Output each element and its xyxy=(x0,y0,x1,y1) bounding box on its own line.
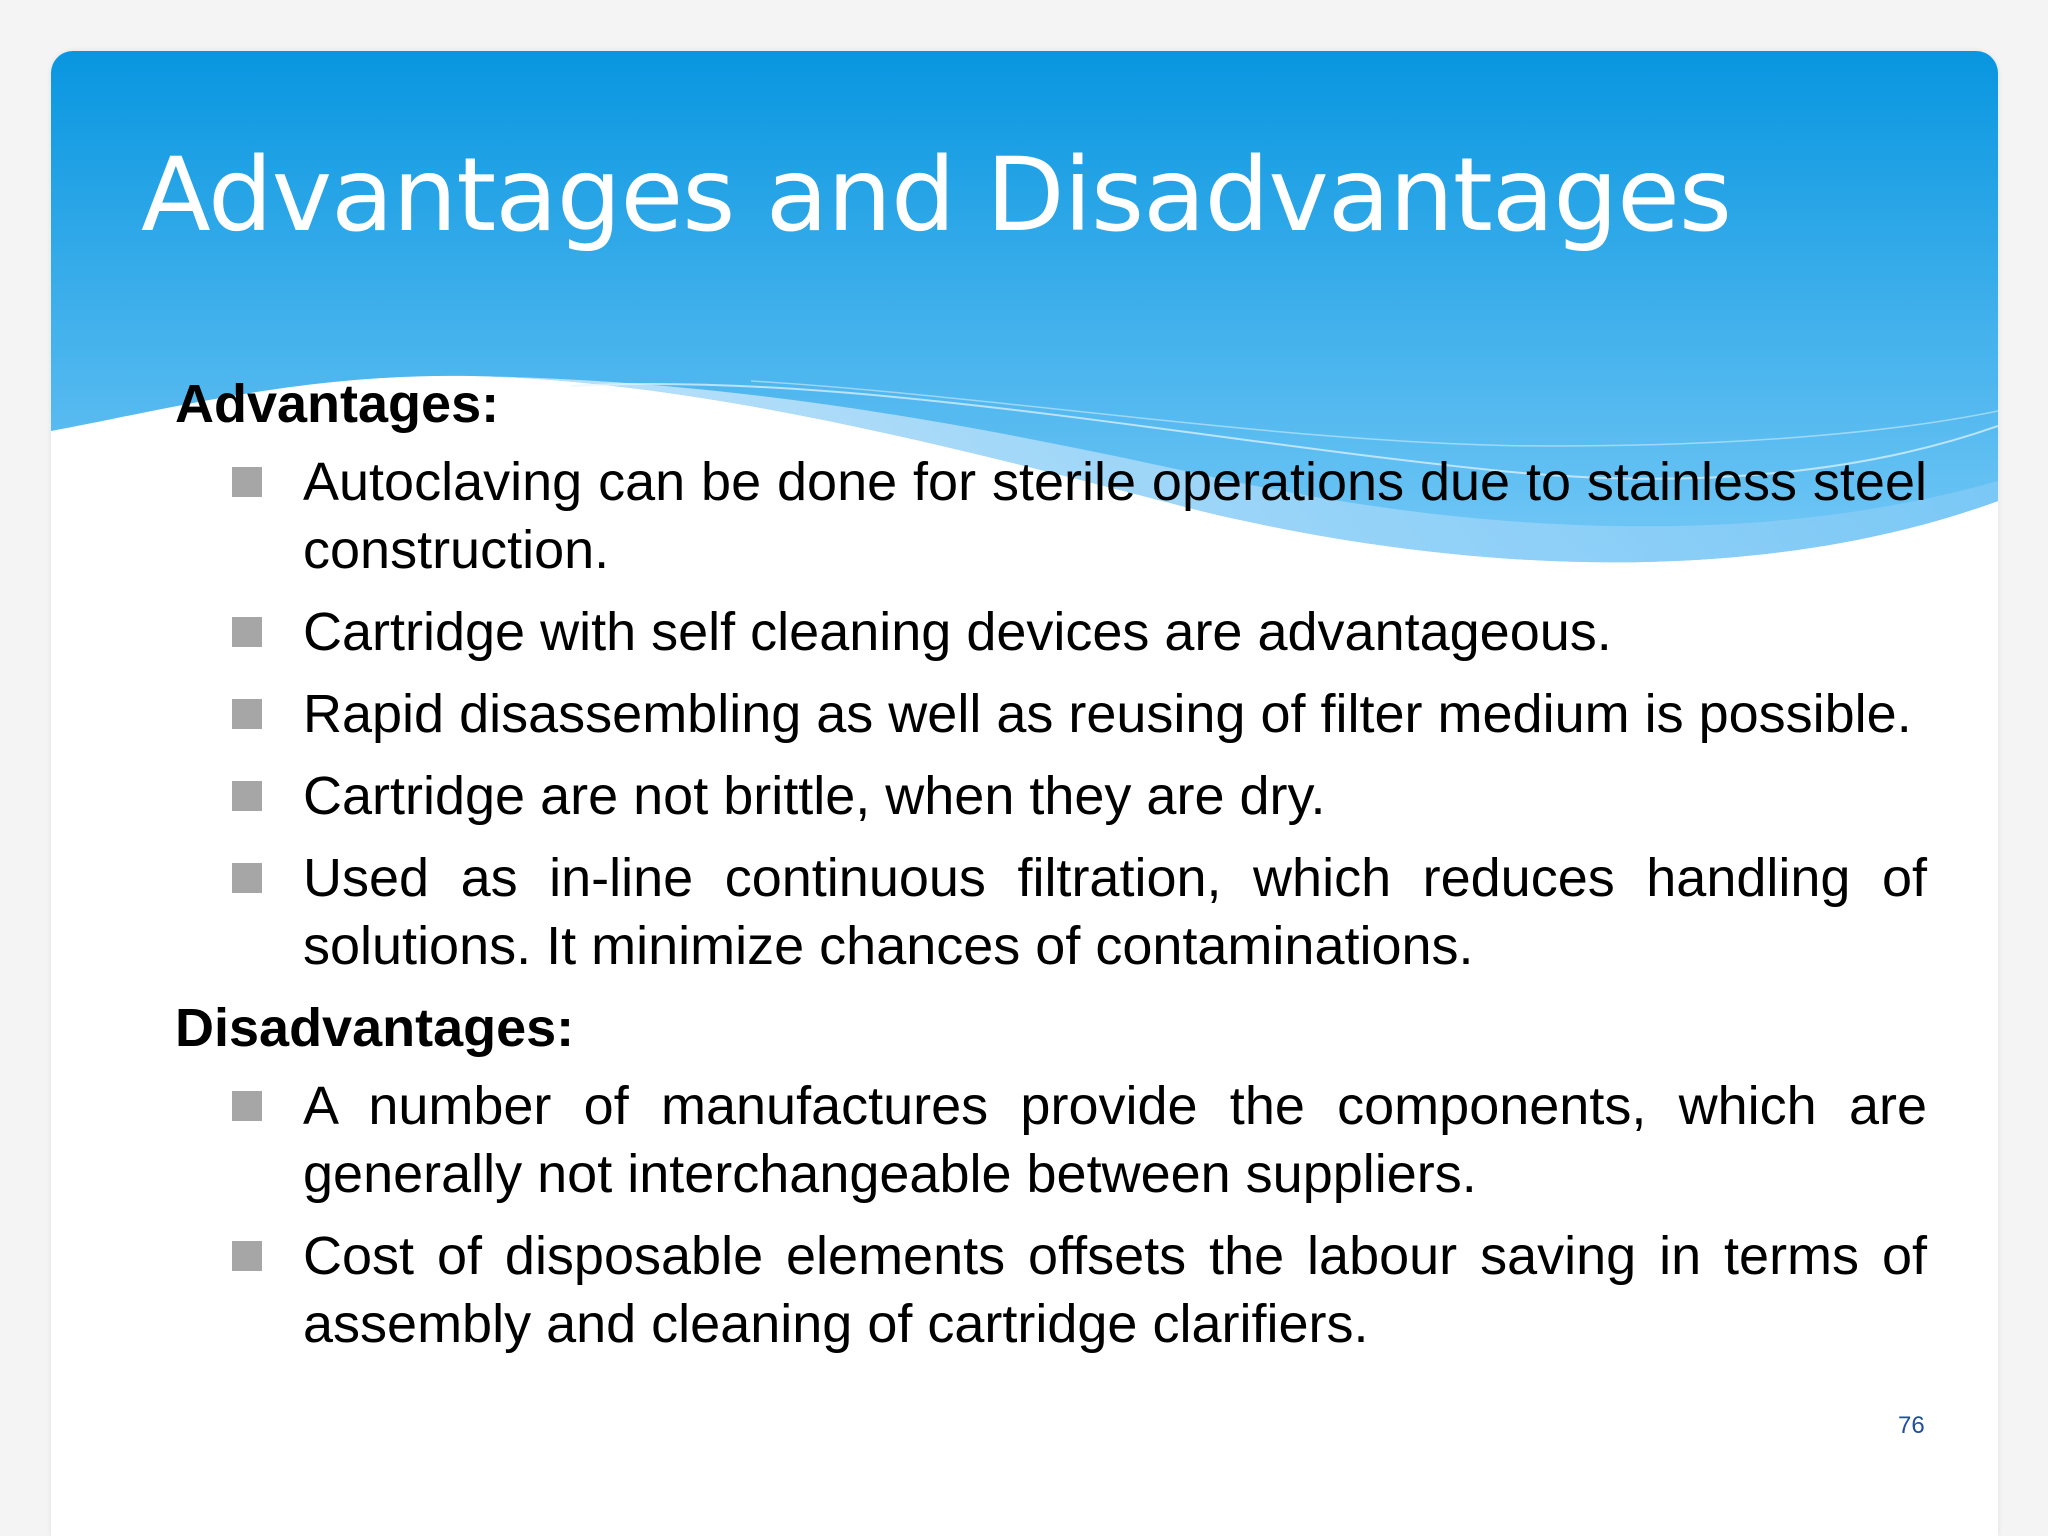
advantage-text: Used as in-line continuous filtration, which reduces handling of solutions. It minimize chances of contaminations. xyxy=(303,848,1927,976)
slide-title: Advantages and Disadvantages xyxy=(141,136,1732,255)
square-bullet-icon xyxy=(232,617,262,647)
square-bullet-icon xyxy=(232,699,262,729)
disadvantage-text: Cost of disposable elements offsets the labour saving in terms of assembly and cleaning of cartridge clarifiers. xyxy=(303,1226,1927,1354)
advantage-text: Cartridge with self cleaning devices are advantageous. xyxy=(303,602,1612,662)
square-bullet-icon xyxy=(232,863,262,893)
square-bullet-icon xyxy=(232,467,262,497)
page-number: 76 xyxy=(1898,1412,1925,1439)
advantage-text: Rapid disassembling as well as reusing of filter medium is possible. xyxy=(303,684,1912,744)
disadvantages-list xyxy=(175,1072,1927,1358)
disadvantage-text: A number of manufactures provide the components, which are generally not interchangeable between suppliers. xyxy=(303,1076,1927,1204)
square-bullet-icon xyxy=(232,1091,262,1121)
advantage-item xyxy=(175,680,1927,748)
advantage-item xyxy=(175,762,1927,830)
advantage-text: Cartridge are not brittle, when they are dry. xyxy=(303,766,1326,826)
advantage-item xyxy=(175,844,1927,980)
advantages-heading: Advantages: xyxy=(175,374,500,434)
disadvantage-item xyxy=(175,1222,1927,1358)
advantages-list xyxy=(175,448,1927,980)
disadvantage-item xyxy=(175,1072,1927,1208)
square-bullet-icon xyxy=(232,781,262,811)
slide-content xyxy=(175,370,1927,1372)
advantage-item xyxy=(175,598,1927,666)
disadvantages-heading: Disadvantages: xyxy=(175,998,575,1058)
advantage-text: Autoclaving can be done for sterile operations due to stainless steel construction. xyxy=(303,452,1927,580)
square-bullet-icon xyxy=(232,1241,262,1271)
advantage-item xyxy=(175,448,1927,584)
